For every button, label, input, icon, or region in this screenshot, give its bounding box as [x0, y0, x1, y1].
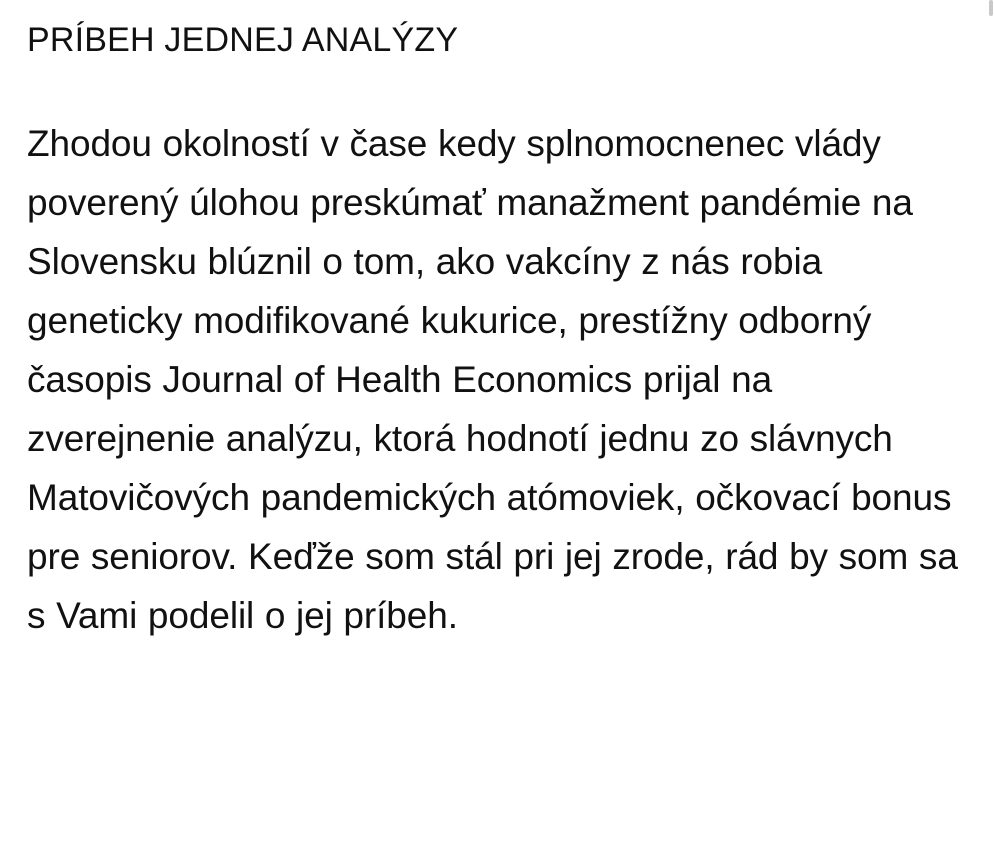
page-title: PRÍBEH JEDNEJ ANALÝZY	[27, 21, 459, 59]
vertical-scrollbar[interactable]	[988, 0, 994, 857]
scrollbar-thumb[interactable]	[989, 0, 993, 16]
title-body-spacer	[27, 62, 964, 114]
body-paragraph: Zhodou okolností v čase kedy splnomocnenec vlády poverený úlohou preskúmať manažment pandémie na Slovensku blúznil o tom, ako vakcíny z nás robia geneticky modifikované kukurice, prestížny odborný časopis Journal of Health Economics prijal na zverejnenie analýzu, ktorá hodnotí jednu zo slávnych Matovičových pandemických atómoviek, očkovací bonus pre seniorov. Keďže som stál pri jej zrode, rád by som sa s Vami podelil o jej príbeh.	[27, 123, 958, 636]
